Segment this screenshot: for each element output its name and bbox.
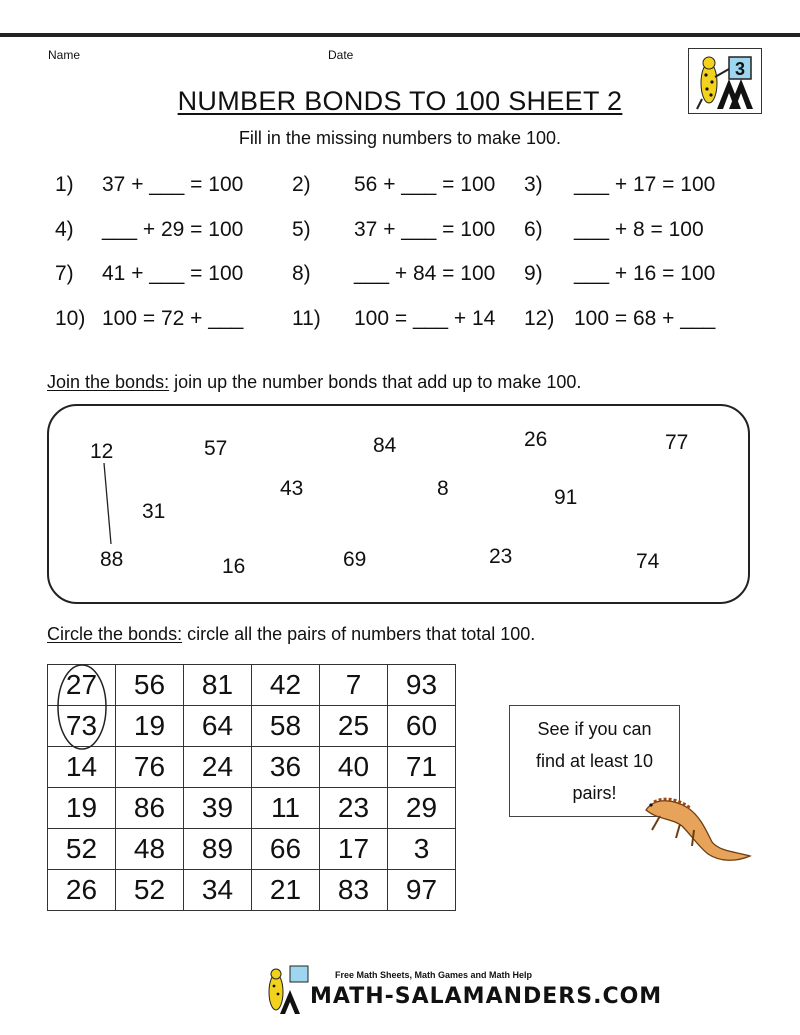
- bond-number: 8: [437, 477, 449, 500]
- question-text: 100 = ___ + 14: [354, 307, 496, 330]
- bond-number: 31: [142, 500, 166, 523]
- bond-number: 16: [222, 555, 246, 578]
- footer-site-name: MATH-SALAMANDERS.COM: [310, 984, 663, 1009]
- grid-cell: 89: [184, 829, 252, 870]
- grid-cell: 24: [184, 747, 252, 788]
- question-number: 12): [524, 307, 555, 330]
- grid-cell: 64: [184, 706, 252, 747]
- grid-cell: 27: [48, 665, 116, 706]
- circle-heading: Circle the bonds: circle all the pairs of numbers that total 100.: [47, 624, 536, 644]
- grid-cell: 83: [320, 870, 388, 911]
- svg-text:3: 3: [734, 59, 746, 79]
- question-number: 8): [292, 262, 311, 285]
- bond-number: 23: [489, 545, 513, 568]
- grid-cell: 36: [252, 747, 320, 788]
- question-text: 56 + ___ = 100: [354, 173, 496, 196]
- grid-cell: 60: [388, 706, 456, 747]
- footer-tagline: Free Math Sheets, Math Games and Math Help: [335, 970, 533, 980]
- question-number: 9): [524, 262, 543, 285]
- page-title: NUMBER BONDS TO 100 SHEET 2: [177, 86, 623, 116]
- grid-cell: 34: [184, 870, 252, 911]
- question-text: 41 + ___ = 100: [102, 262, 244, 285]
- bond-number: 43: [280, 477, 304, 500]
- bond-number: 91: [554, 486, 578, 509]
- question-text: 100 = 68 + ___: [574, 307, 716, 330]
- bond-number: 77: [665, 431, 689, 454]
- grid-cell: 52: [48, 829, 116, 870]
- grid-cell: 73: [48, 706, 116, 747]
- question-text: ___ + 84 = 100: [354, 262, 496, 285]
- question-number: 3): [524, 173, 543, 196]
- question-number: 5): [292, 218, 311, 241]
- tip-line-1: See if you can: [537, 719, 652, 739]
- question-number: 10): [55, 307, 86, 330]
- tip-line-3: pairs!: [572, 783, 617, 803]
- grid-cell: 40: [320, 747, 388, 788]
- question-text: ___ + 8 = 100: [574, 218, 704, 241]
- grid-cell: 52: [116, 870, 184, 911]
- grid-cell: 7: [320, 665, 388, 706]
- bond-number: 57: [204, 437, 228, 460]
- grid-cell: 97: [388, 870, 456, 911]
- bond-number: 12: [90, 440, 114, 463]
- grid-cell: 71: [388, 747, 456, 788]
- bond-number: 26: [524, 428, 548, 451]
- grid-cell: 66: [252, 829, 320, 870]
- grid-cell: 11: [252, 788, 320, 829]
- question-number: 11): [292, 307, 321, 330]
- grid-cell: 21: [252, 870, 320, 911]
- date-label: Date: [328, 48, 354, 62]
- grid-cell: 81: [184, 665, 252, 706]
- grid-cell: 39: [184, 788, 252, 829]
- grid-cell: 26: [48, 870, 116, 911]
- grid-cell: 29: [388, 788, 456, 829]
- bond-number: 74: [636, 550, 660, 573]
- question-number: 6): [524, 218, 543, 241]
- bond-number: 84: [373, 434, 397, 457]
- name-label: Name: [48, 48, 81, 62]
- footer-logo-icon: [262, 962, 312, 1016]
- bond-number: 88: [100, 548, 124, 571]
- grid-cell: 17: [320, 829, 388, 870]
- grid-cell: 86: [116, 788, 184, 829]
- grid-cell: 93: [388, 665, 456, 706]
- grid-cell: 42: [252, 665, 320, 706]
- grid-cell: 56: [116, 665, 184, 706]
- instructions: Fill in the missing numbers to make 100.: [238, 128, 562, 148]
- question-text: 37 + ___ = 100: [354, 218, 496, 241]
- question-number: 1): [55, 173, 74, 196]
- grid-cell: 25: [320, 706, 388, 747]
- question-number: 7): [55, 262, 74, 285]
- question-number: 4): [55, 218, 74, 241]
- grid-cell: 19: [116, 706, 184, 747]
- grid-cell: 48: [116, 829, 184, 870]
- grid-cell: 23: [320, 788, 388, 829]
- question-text: 37 + ___ = 100: [102, 173, 244, 196]
- question-text: ___ + 29 = 100: [102, 218, 244, 241]
- grid-cell: 14: [48, 747, 116, 788]
- question-text: ___ + 17 = 100: [574, 173, 716, 196]
- question-text: 100 = 72 + ___: [102, 307, 244, 330]
- bond-number: 69: [343, 548, 367, 571]
- join-heading: Join the bonds: join up the number bonds that add up to make 100.: [47, 372, 582, 392]
- tip-line-2: find at least 10: [535, 751, 654, 771]
- grid-cell: 76: [116, 747, 184, 788]
- grid-cell: 3: [388, 829, 456, 870]
- question-text: ___ + 16 = 100: [574, 262, 716, 285]
- question-number: 2): [292, 173, 311, 196]
- grid-cell: 19: [48, 788, 116, 829]
- grid-cell: 58: [252, 706, 320, 747]
- salamander-icon: [640, 790, 755, 865]
